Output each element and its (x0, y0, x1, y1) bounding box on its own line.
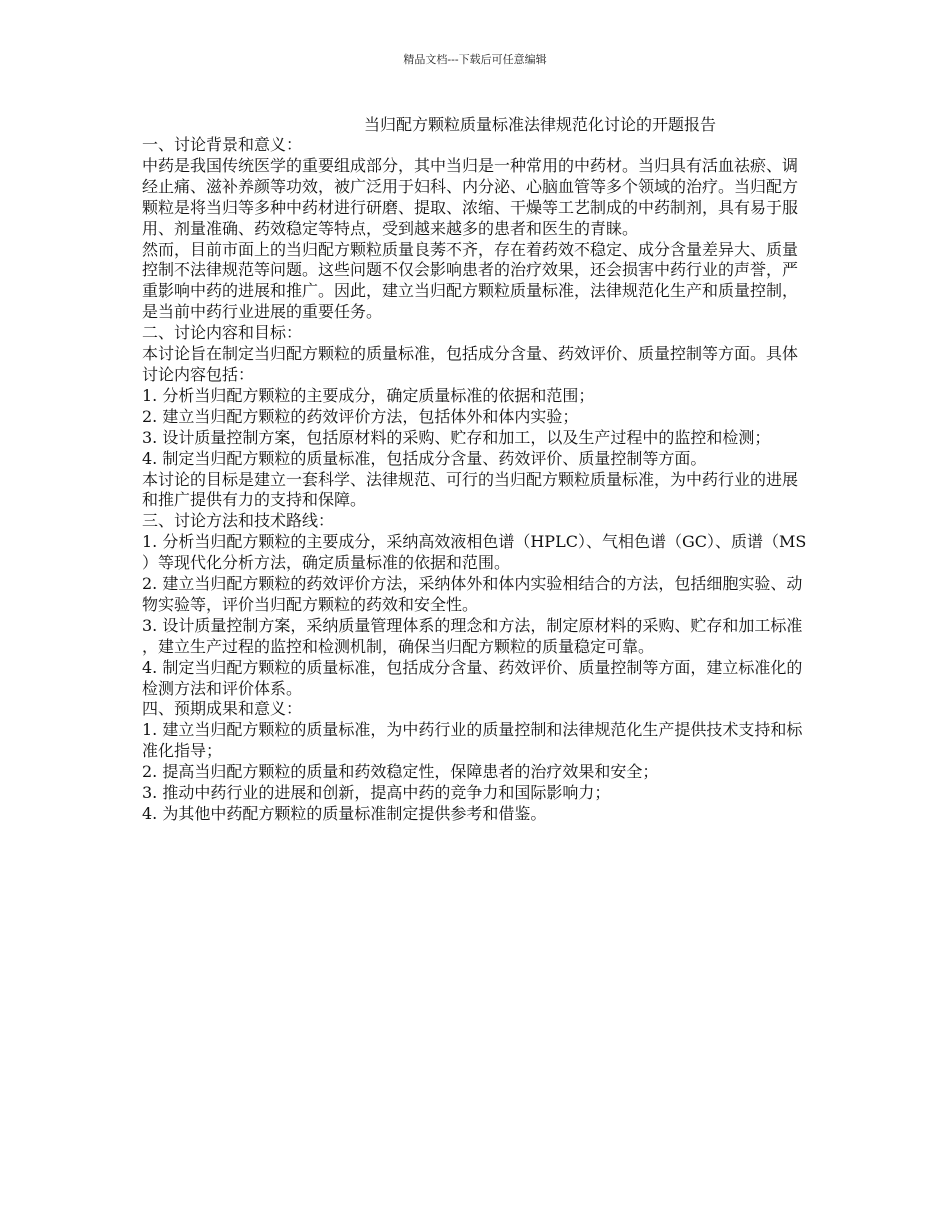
list-item: 3. 设计质量控制方案，采纳质量管理体系的理念和方法，制定原材料的采购、贮存和加工标准，建立生产过程的监控和检测机制，确保当归配方颗粒的质量稳定可靠。 (142, 615, 803, 656)
paragraph-problems: 然而，目前市面上的当归配方颗粒质量良莠不齐，存在着药效不稳定、成分含量差异大、质量控制不法律规范等问题。这些问题不仅会影响患者的治疗效果，还会损害中药行业的声誉，严重影响中药的进展和推广。因此，建立当归配方颗粒质量标准，法律规范化生产和质量控制，是当前中药行业进展的重要任务。 (142, 239, 799, 322)
section-heading-4: 四、预期成果和意义： (142, 699, 303, 719)
list-item: 1. 分析当归配方颗粒的主要成分，确定质量标准的依据和范围； (142, 385, 595, 405)
section-heading-1: 一、讨论背景和意义： (142, 135, 303, 154)
list-item: 4. 制定当归配方颗粒的质量标准，包括成分含量、药效评价、质量控制等方面，建立标准化的检测方法和评价体系。 (142, 657, 803, 698)
paragraph-content-intro: 本讨论旨在制定当归配方颗粒的质量标准，包括成分含量、药效评价、质量控制等方面。具体讨论内容包括： (142, 344, 799, 384)
document-body (142, 135, 812, 825)
list-item: 3. 推动中药行业的进展和创新，提高中药的竞争力和国际影响力； (142, 783, 611, 803)
list-item: 2. 提高当归配方颗粒的质量和药效稳定性，保障患者的治疗效果和安全； (142, 762, 659, 782)
list-item: 1. 分析当归配方颗粒的主要成分，采纳高效液相色谱（HPLC）、气相色谱（GC）、质谱（MS）等现代化分析方法，确定质量标准的依据和范围。 (142, 532, 807, 573)
list-item: 1. 建立当归配方颗粒的质量标准，为中药行业的质量控制和法律规范化生产提供技术支持和标准化指导； (142, 720, 803, 761)
list-item: 3. 设计质量控制方案，包括原材料的采购、贮存和加工，以及生产过程中的监控和检测； (142, 427, 771, 447)
list-item: 4. 为其他中药配方颗粒的质量标准制定提供参考和借鉴。 (142, 804, 547, 823)
page-header: 精品文档---下载后可任意编辑 (403, 53, 547, 66)
section-heading-2: 二、讨论内容和目标： (142, 323, 303, 343)
paragraph-goal: 本讨论的目标是建立一套科学、法律规范、可行的当归配方颗粒质量标准，为中药行业的进展和推广提供有力的支持和保障。 (142, 469, 799, 510)
list-item: 2. 建立当归配方颗粒的药效评价方法，包括体外和体内实验； (142, 406, 579, 426)
list-item: 2. 建立当归配方颗粒的药效评价方法，采纳体外和体内实验相结合的方法，包括细胞实验、动物实验等，评价当归配方颗粒的药效和安全性。 (142, 574, 803, 614)
section-heading-3: 三、讨论方法和技术路线： (142, 511, 335, 531)
document-title: 当归配方颗粒质量标准法律规范化讨论的开题报告 (364, 115, 717, 134)
list-item: 4. 制定当归配方颗粒的质量标准，包括成分含量、药效评价、质量控制等方面。 (142, 448, 707, 468)
paragraph-background: 中药是我国传统医学的重要组成部分，其中当归是一种常用的中药材。当归具有活血祛瘀、调经止痛、滋补养颜等功效，被广泛用于妇科、内分泌、心脑血管等多个领域的治疗。当归配方颗粒是将当归等多种中药材进行研磨、提取、浓缩、干燥等工艺制成的中药制剂，具有易于服用、剂量准确、药效稳定等特点，受到越来越多的患者和医生的青睐。 (142, 155, 799, 238)
